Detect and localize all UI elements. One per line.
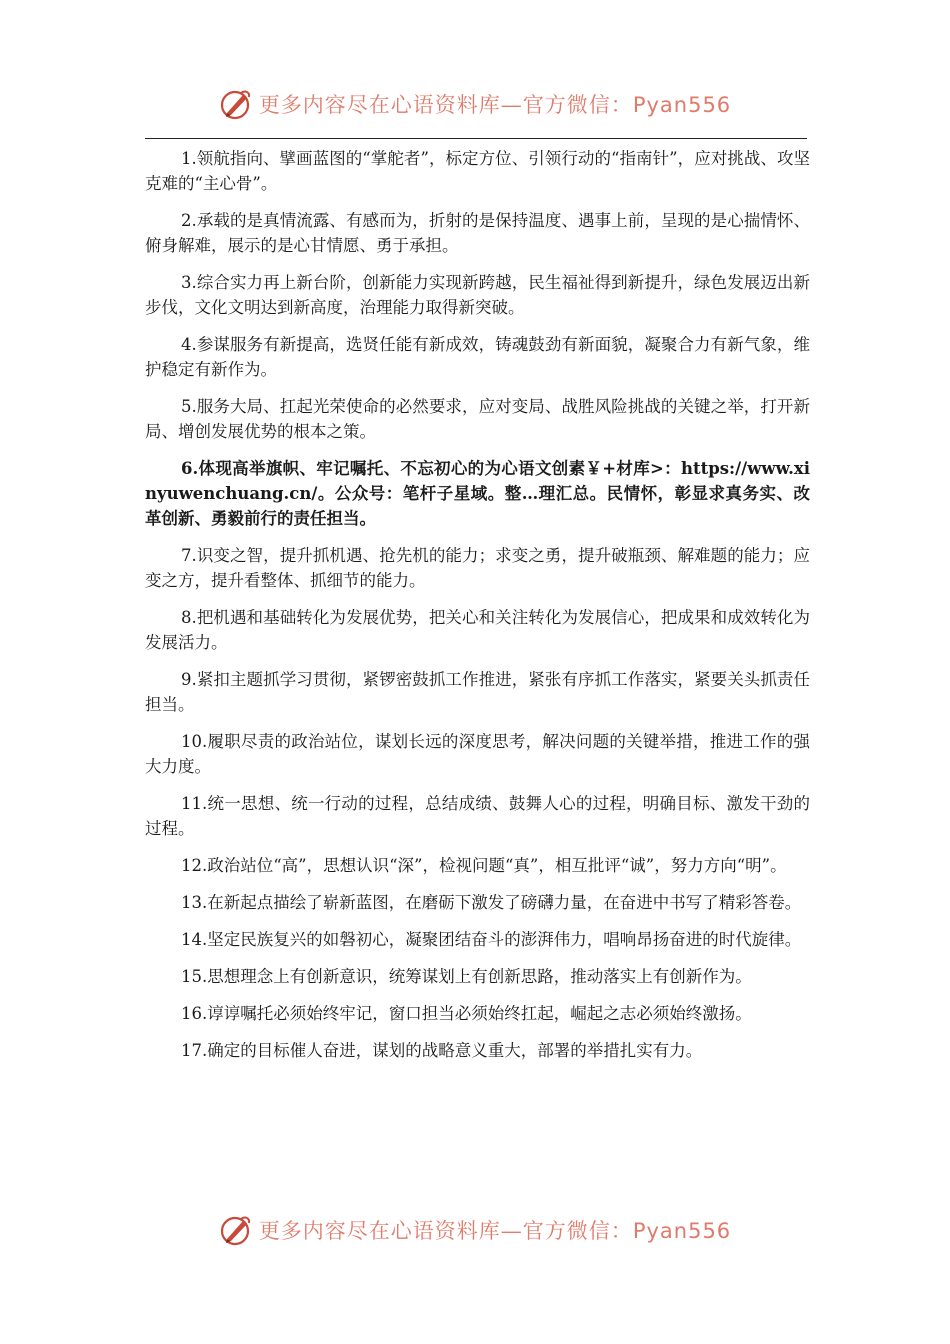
paragraph-8: 8.把机遇和基础转化为发展优势，把关心和关注转化为发展信心，把成果和成效转化为发展活力。 (145, 608, 810, 652)
paragraph-15: 15.思想理念上有创新意识，统筹谋划上有创新思路，推动落实上有创新作为。 (181, 967, 752, 986)
paragraph-11: 11.统一思想、统一行动的过程，总结成绩、鼓舞人心的过程，明确目标、激发干劲的过程。 (145, 794, 810, 838)
paragraph-5: 5.服务大局、扛起光荣使命的必然要求，应对变局、战胜风险挑战的关键之举，打开新局、增创发展优势的根本之策。 (145, 397, 810, 441)
banner-wechat-id: Pyan556 (632, 93, 732, 117)
paragraph-7: 7.识变之智，提升抓机遇、抢先机的能力；求变之勇，提升破瓶颈、解难题的能力；应变之方，提升看整体、抓细节的能力。 (145, 546, 810, 590)
footer-banner (0, 1210, 950, 1250)
header-banner (0, 84, 950, 124)
banner-text: 更多内容尽在心语资料库—官方微信： (258, 93, 633, 117)
paragraph-10: 10.履职尽责的政治站位，谋划长远的深度思考，解决问题的关键举措，推进工作的强大力度。 (145, 732, 810, 776)
paragraph-13: 13.在新起点描绘了崭新蓝图，在磨砺下激发了磅礴力量，在奋进中书写了精彩答卷。 (181, 893, 802, 912)
pen-logo-icon (219, 87, 253, 121)
header-divider (145, 138, 807, 139)
paragraph-16: 16.谆谆嘱托必须始终牢记，窗口担当必须始终扛起，崛起之志必须始终激扬。 (181, 1004, 752, 1023)
document-body (145, 146, 810, 1075)
pen-logo-icon (219, 1213, 253, 1247)
paragraph-4: 4.参谋服务有新提高，选贤任能有新成效，铸魂鼓劲有新面貌，凝聚合力有新气象，维护稳定有新作为。 (145, 335, 810, 379)
paragraph-2: 2.承载的是真情流露、有感而为，折射的是保持温度、遇事上前，呈现的是心揣情怀、俯身解难，展示的是心甘情愿、勇于承担。 (145, 211, 810, 255)
paragraph-14: 14.坚定民族复兴的如磐初心，凝聚团结奋斗的澎湃伟力，唱响昂扬奋进的时代旋律。 (181, 930, 802, 949)
banner-wechat-id: Pyan556 (632, 1219, 732, 1243)
paragraph-1: 1.领航指向、擘画蓝图的“掌舵者”，标定方位、引领行动的“指南针”，应对挑战、攻坚克难的“主心骨”。 (145, 149, 810, 193)
paragraph-12: 12.政治站位“高”，思想认识“深”，检视问题“真”，相互批评“诚”，努力方向“明”。 (181, 856, 787, 875)
paragraph-3: 3.综合实力再上新台阶，创新能力实现新跨越，民生福祉得到新提升，绿色发展迈出新步伐，文化文明达到新高度，治理能力取得新突破。 (145, 273, 810, 317)
paragraph-17: 17.确定的目标催人奋进，谋划的战略意义重大，部署的举措扎实有力。 (181, 1041, 703, 1060)
paragraph-9: 9.紧扣主题抓学习贯彻，紧锣密鼓抓工作推进，紧张有序抓工作落实，紧要关头抓责任担当。 (145, 670, 810, 714)
banner-text: 更多内容尽在心语资料库—官方微信： (258, 1219, 633, 1243)
paragraph-6: 6.体现高举旗帜、牢记嘱托、不忘初心的为心语文创素￥+材库>：https://www.xinyuwenchuang.cn/。公众号：笔杆子星域。整…理汇总。民情怀，彰显求真务实、改革创新、勇毅前行的责任担当。 (145, 459, 810, 528)
